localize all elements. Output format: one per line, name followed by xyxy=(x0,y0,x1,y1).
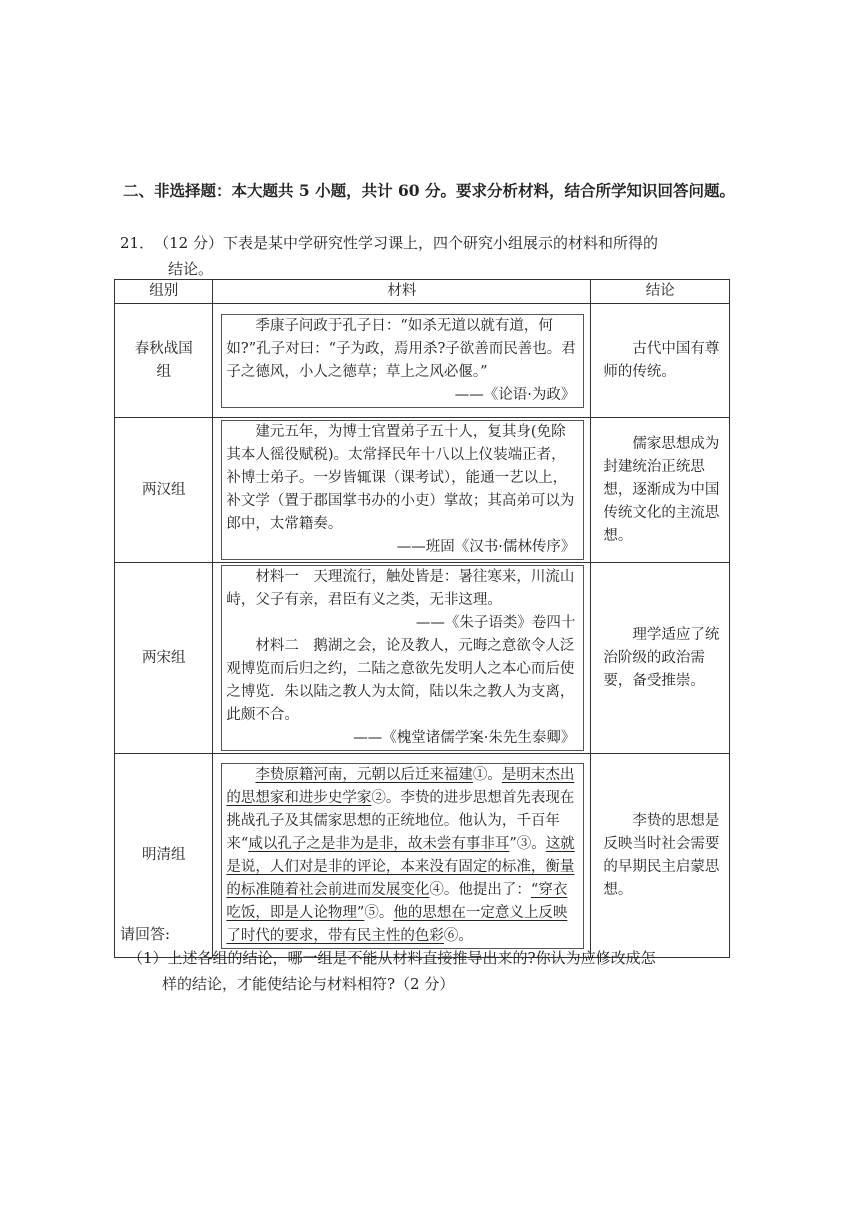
section-title: 二、非选择题：本大题共 5 小题，共计 60 分。要求分析材料，结合所学知识回答问题。 xyxy=(123,181,735,200)
group-cell: 两宋组 xyxy=(115,563,213,754)
underlined-phrase: 这就是说，人们对是非的评论，本来没有固定的标准，衡量的标准随着社会前进而发展变化 xyxy=(226,835,575,898)
material-box xyxy=(221,420,584,560)
material-text-1: 材料一 天理流行，触处皆是：暑往寒来，川流山峙，父子有亲，君臣有义之类，无非这理。 xyxy=(226,569,575,608)
table-header-row xyxy=(115,280,730,304)
conclusion-cell: 李贽的思想是反映当时社会需要的早期民主启蒙思想。 xyxy=(591,754,730,958)
question-intro: （12 分）下表是某中学研究性学习课上，四个研究小组展示的材料和所得的 xyxy=(154,234,658,252)
material-text-2: 材料二 鹅湖之会，论及教人，元晦之意欲令人泛观博览而后归之约，二陆之意欲先发明人之本心而后使之博览．朱以陆之教人为太简，陆以朱之教人为支离，此颇不合。 xyxy=(226,638,575,723)
material-cell xyxy=(213,304,591,418)
material-source-1: ——《朱子语类》卷四十 xyxy=(415,615,576,631)
group-cell: 明清组 xyxy=(115,754,213,958)
material-source-2: ——《槐堂诸儒学案·朱先生泰卿》 xyxy=(353,730,576,746)
group-cell: 两汉组 xyxy=(115,418,213,563)
question-intro-cont: 结论。 xyxy=(168,260,214,278)
conclusion-cell: 古代中国有尊师的传统。 xyxy=(591,304,730,418)
material-text: 李贽原籍河南，元朝以后迁来福建①。是明末杰出的思想家和进步史学家②。李贽的进步思想首先表现在挑战孔子及其儒家思想的正统地位。他认为，千百年来“咸以孔子之是非为是非，故未尝有事非耳”③。这就是说，人们对是非的评论，本来没有固定的标准，衡量的标准随着社会前进而发展变化④。他提出了：“穿衣吃饭，即是人论物理”⑤。他的思想在一定意义上反映了时代的要求，带有民主性的色彩⑥。 xyxy=(226,766,575,944)
underlined-phrase: “穿衣吃饭，即是人论物理” xyxy=(226,881,568,921)
underlined-phrase: 李贽原籍河南，元朝以后迁来福建 xyxy=(255,766,473,783)
material-cell xyxy=(213,418,591,563)
header-group: 组别 xyxy=(115,280,213,304)
table-row xyxy=(115,418,730,563)
material-box xyxy=(221,565,584,751)
table-row xyxy=(115,563,730,754)
underlined-phrase: 咸以孔子之是非为是非，故未尝有事非耳 xyxy=(248,835,510,852)
underlined-phrase: 他的思想在一定意义上反映了时代的要求，带有民主性的色彩 xyxy=(226,904,568,944)
material-cell xyxy=(213,563,591,754)
material-text: 建元五年，为博士官置弟子五十人，复其身(免除其本人徭役赋税)。太常择民年十八以上仪装端正者，补博士弟子。一岁皆辄课（课考试），能通一艺以上，补文学（置于郡国掌书办的小吏）掌故；其高弟可以为郎中，太常籍奏。 xyxy=(226,424,575,532)
material-text: 季康子问政于孔子日：“如杀无道以就有道，何如?”孔子对曰：“子为政，焉用杀?子欲善而民善也。君子之德风，小人之德草；草上之风必偃。” xyxy=(226,317,576,380)
sub-question-1: （1）上述各组的结论，哪一组是不能从材料直接推导出来的?你认为应修改成怎 样的结论，才能使结论与材料相符?（2 分） xyxy=(128,949,656,993)
material-box xyxy=(221,763,584,949)
table-row xyxy=(115,754,730,958)
group-cell: 春秋战国组 xyxy=(115,304,213,418)
material-source: ——班固《汉书·儒林传序》 xyxy=(396,539,576,555)
material-box xyxy=(221,314,584,408)
header-conclusion: 结论 xyxy=(591,280,730,304)
underlined-phrase: 是明末杰出的思想家和进步史学家 xyxy=(226,766,575,806)
question-number: 21． xyxy=(120,234,155,252)
material-cell xyxy=(213,754,591,958)
table-row xyxy=(115,304,730,418)
conclusion-cell: 儒家思想成为封建统治正统思想，逐渐成为中国传统文化的主流思想。 xyxy=(591,418,730,563)
conclusion-cell: 理学适应了统治阶级的政治需要，备受推崇。 xyxy=(591,563,730,754)
materials-table xyxy=(114,279,730,958)
header-material: 材料 xyxy=(213,280,591,304)
answer-prompt: 请回答: xyxy=(120,925,171,943)
material-source: ——《论语·为政》 xyxy=(454,386,576,403)
question-21 xyxy=(120,230,740,282)
